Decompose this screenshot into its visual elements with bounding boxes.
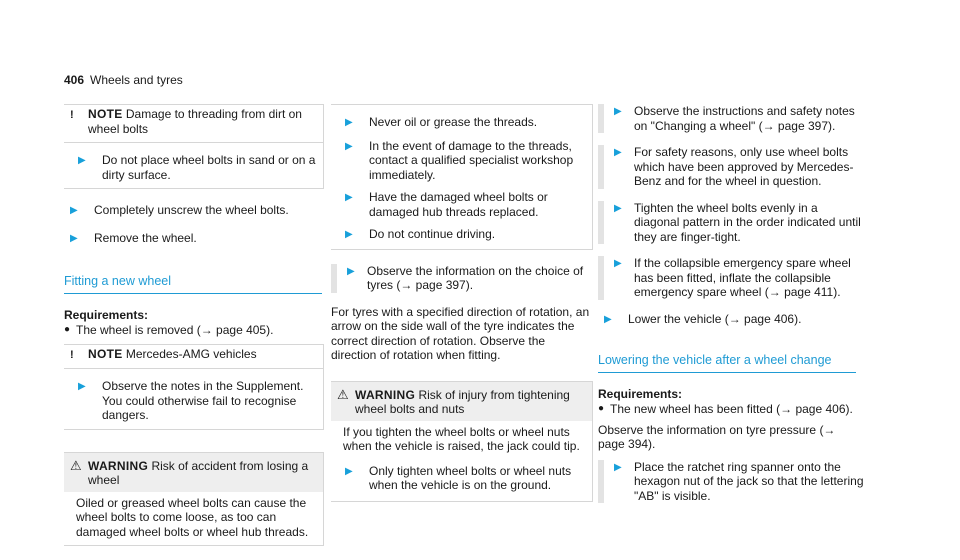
step-remove-wheel [64, 231, 324, 247]
note-title: NOTE [88, 107, 123, 121]
step-text: Completely unscrew the wheel bolts. [94, 203, 289, 217]
warning-step [339, 115, 592, 131]
note-header [64, 105, 323, 142]
bullet-icon: ● [598, 403, 605, 414]
step-lower-vehicle [598, 312, 864, 328]
warning-step [339, 464, 592, 493]
warning-text: Risk of injury from tightening wheel bolts and nuts [355, 387, 570, 416]
column-3 [598, 104, 864, 515]
arrow-right-icon: ▶ [614, 202, 622, 214]
requirement-item [598, 402, 864, 417]
step-text: If the collapsible emergency spare wheel has been fitted, inflate the collapsible emergency spare wheel (→ page 411). [634, 256, 851, 299]
note-text: Mercedes-AMG vehicles [125, 346, 257, 361]
note-box-threading [64, 104, 324, 189]
pressure-paragraph: Observe the information on tyre pressure (→ page 394). [598, 422, 836, 451]
note-text: Damage to threading from dirt on wheel bolts [88, 107, 302, 136]
arrow-right-icon: ▶ [70, 205, 78, 216]
step-text: Remove the wheel. [94, 230, 197, 245]
warning-box-injury [331, 381, 593, 502]
step-ratchet [598, 460, 864, 504]
section-title-lowering: Lowering the vehicle after a wheel change [598, 353, 856, 373]
arrow-right-icon: ▶ [604, 313, 612, 325]
warning-body: If you tighten the wheel bolts or wheel nuts when the vehicle is raised, the jack could tip. [343, 424, 580, 453]
step-text: Tighten the wheel bolts evenly in a diagonal pattern in the order indicated until they are finger-tight. [634, 200, 861, 244]
warning-title: WARNING [88, 458, 149, 473]
step-unscrew [64, 203, 324, 219]
step-safety-bolts [598, 145, 864, 189]
column-2 [331, 104, 593, 516]
arrow-right-icon: ▶ [614, 147, 622, 158]
warning-triangle-icon: ⚠ [337, 386, 349, 402]
warning-box-accident [64, 452, 324, 547]
note-step [72, 379, 323, 423]
warning-steps-box [331, 104, 593, 250]
warning-header [331, 382, 592, 421]
step-text: Only tighten wheel bolts or wheel nuts when the vehicle is on the ground. [369, 463, 572, 492]
warning-triangle-icon: ⚠ [70, 457, 82, 473]
page-header-title: Wheels and tyres [90, 73, 183, 87]
arrow-right-icon: ▶ [78, 155, 86, 166]
note-title: NOTE [88, 346, 123, 361]
section-title-fitting: Fitting a new wheel [64, 274, 322, 294]
divider [64, 368, 323, 369]
requirement-text: The wheel is removed (→ page 405). [76, 323, 274, 337]
warning-step [339, 139, 592, 183]
rotation-paragraph: For tyres with a specified direction of rotation, an arrow on the side wall of the tyre indicates the correct direction of rotation. Observe the direction of rotation when fitting. [331, 304, 590, 362]
step-text: Do not continue driving. [369, 227, 496, 241]
arrow-right-icon: ▶ [345, 192, 353, 203]
warning-body: Oiled or greased wheel bolts can cause the wheel bolts to come loose, as too can damaged wheel bolts or wheel hub threads. [76, 495, 309, 539]
step-tighten-bolts [598, 201, 864, 245]
page-number: 406 [64, 73, 85, 87]
divider [64, 142, 323, 143]
warning-step [339, 227, 592, 243]
arrow-right-icon: ▶ [347, 265, 355, 277]
step-text: Have the damaged wheel bolts or damaged hub threads replaced. [369, 190, 548, 219]
arrow-right-icon: ▶ [70, 232, 78, 244]
bullet-icon: ● [64, 324, 71, 335]
step-text: Observe the notes in the Supplement. You could otherwise fail to recognise dangers. [102, 379, 304, 422]
step-text: In the event of damage to the threads, contact a qualified specialist workshop immediately. [369, 138, 574, 182]
step-text: Lower the vehicle (→ page 406). [628, 311, 802, 326]
requirement-text: The new wheel has been fitted (→ page 406). [610, 402, 853, 416]
step-observe-instructions [598, 104, 864, 133]
arrow-right-icon: ▶ [345, 117, 353, 128]
warning-step [339, 190, 592, 219]
warning-header [64, 453, 323, 492]
note-header [64, 345, 323, 369]
step-text: Do not place wheel bolts in sand or on a dirty surface. [102, 153, 316, 182]
arrow-right-icon: ▶ [345, 465, 353, 477]
arrow-right-icon: ▶ [78, 381, 86, 392]
step-text: Observe the information on the choice of tyres (→ page 397). [367, 263, 584, 292]
step-observe-tyres [331, 264, 593, 293]
note-box-amg [64, 344, 324, 430]
arrow-right-icon: ▶ [614, 461, 622, 473]
notice-icon: ! [70, 109, 74, 121]
step-text: For safety reasons, only use wheel bolts which have been approved by Mercedes-Benz and for the wheel in question. [634, 145, 854, 188]
step-text: Observe the instructions and safety notes on "Changing a wheel" (→ page 397). [634, 104, 855, 133]
requirements-label: Requirements: [598, 386, 683, 401]
step-text: Place the ratchet ring spanner onto the hexagon nut of the jack so that the lettering "AB" is visible. [634, 459, 864, 503]
step-spare-wheel [598, 256, 864, 300]
requirement-item [64, 323, 324, 338]
notice-icon: ! [70, 348, 74, 361]
page-header [64, 73, 183, 88]
column-1 [64, 104, 324, 560]
requirements-label: Requirements: [64, 307, 149, 322]
note-step [72, 153, 323, 182]
arrow-right-icon: ▶ [345, 229, 353, 240]
step-text: Never oil or grease the threads. [369, 115, 538, 129]
arrow-right-icon: ▶ [345, 140, 353, 152]
arrow-right-icon: ▶ [614, 106, 622, 117]
warning-text: Risk of accident from losing a wheel [88, 458, 309, 487]
arrow-right-icon: ▶ [614, 258, 622, 269]
warning-title: WARNING [355, 387, 416, 402]
